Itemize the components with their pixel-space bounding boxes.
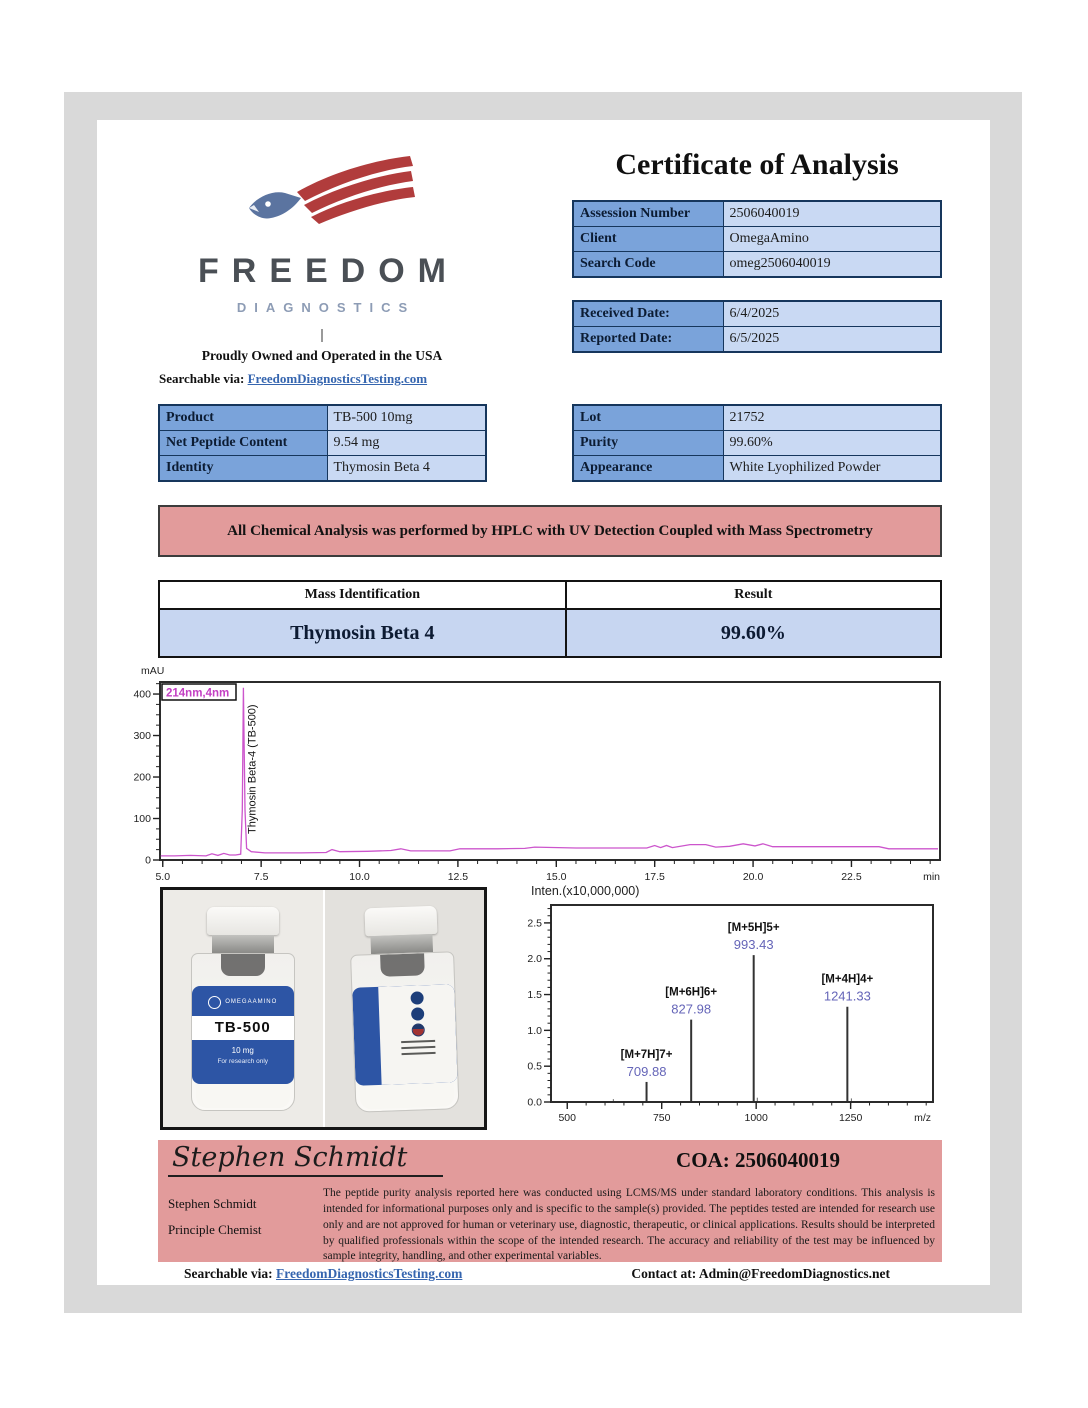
svg-text:1.5: 1.5 [527, 989, 542, 1002]
row-value: 2506040019 [723, 201, 941, 227]
svg-text:750: 750 [652, 1112, 671, 1124]
svg-text:10.0: 10.0 [349, 871, 370, 883]
vial-collar [212, 935, 274, 953]
vial-back-label [352, 984, 457, 1086]
result-header: Result [566, 581, 941, 609]
table-row [573, 456, 941, 482]
svg-text:[M+4H]4+: [M+4H]4+ [821, 973, 874, 986]
row-label: Lot [573, 405, 723, 431]
row-label: Product [159, 405, 327, 431]
certificate-page [97, 120, 990, 1285]
vial-research-note: For research only [217, 1057, 269, 1065]
coa-number: COA: 2506040019 [676, 1148, 840, 1172]
vial-cap [207, 907, 279, 935]
vial-front [190, 907, 296, 1111]
result-value: 99.60% [566, 609, 941, 657]
fine-print-line [401, 1039, 435, 1042]
table-row [573, 431, 941, 456]
signature-block [158, 1140, 942, 1262]
row-value: 99.60% [723, 431, 941, 456]
footer-contact: Contact at: Admin@FreedomDiagnostics.net [631, 1266, 890, 1281]
table-header-row [159, 581, 941, 609]
svg-text:7.5: 7.5 [253, 871, 269, 883]
vial-label-band [192, 1016, 294, 1040]
row-value: 21752 [723, 405, 941, 431]
svg-text:[M+5H]5+: [M+5H]5+ [727, 922, 780, 935]
svg-text:15.0: 15.0 [546, 871, 567, 883]
row-value: Thymosin Beta 4 [327, 456, 486, 482]
svg-text:0.5: 0.5 [527, 1060, 542, 1073]
vial-dose: 10 mg [231, 1045, 254, 1055]
table-row [573, 405, 941, 431]
vial-label [192, 986, 294, 1084]
lot-table [572, 404, 942, 482]
mass-identification-header: Mass Identification [159, 581, 566, 609]
signature-line [168, 1142, 443, 1177]
svg-text:300: 300 [133, 730, 151, 743]
svg-text:Inten.(x10,000,000): Inten.(x10,000,000) [531, 884, 640, 898]
row-label: Identity [159, 456, 327, 482]
fine-print-line [402, 1051, 436, 1054]
vial-photo-back [325, 890, 485, 1127]
svg-text:993.43: 993.43 [733, 937, 774, 953]
svg-text:[M+6H]6+: [M+6H]6+ [665, 986, 718, 999]
table-row [159, 431, 486, 456]
row-value: 9.54 mg [327, 431, 486, 456]
row-value: 6/5/2025 [723, 327, 941, 353]
vial-body [350, 951, 459, 1113]
searchable-label: Searchable via: [159, 371, 245, 386]
row-label: Assession Number [573, 201, 723, 227]
row-label: Client [573, 227, 723, 252]
table-row [573, 301, 941, 327]
chemist-name: Stephen Schmidt [168, 1196, 257, 1211]
label-edge-strip [352, 986, 381, 1085]
seal-icon [411, 1007, 424, 1020]
usa-tagline: Proudly Owned and Operated in the USA [201, 348, 443, 363]
table-row [573, 201, 941, 227]
mass-spectrum [517, 880, 957, 1128]
vial-stopper [380, 953, 425, 977]
logo-block [157, 156, 487, 387]
seal-icon [410, 991, 423, 1004]
usa-flag-seal-icon [411, 1023, 424, 1036]
logo-divider [321, 329, 323, 342]
svg-text:5.0: 5.0 [155, 871, 171, 883]
vial-brand-row [192, 996, 294, 1009]
row-value: TB-500 10mg [327, 405, 486, 431]
brand-name: FREEDOM [198, 252, 459, 290]
vial-collar [371, 933, 434, 953]
vial-back [348, 905, 461, 1113]
svg-text:1241.33: 1241.33 [823, 988, 871, 1004]
header-searchable-line [157, 371, 487, 387]
svg-text:500: 500 [558, 1112, 577, 1124]
table-row [573, 252, 941, 278]
signature-script: Stephen Schmidt [172, 1142, 408, 1173]
svg-text:min: min [923, 871, 940, 883]
row-label: Search Code [573, 252, 723, 278]
searchable-label: Searchable via: [184, 1266, 273, 1281]
row-label: Net Peptide Content [159, 431, 327, 456]
vial-photo-front [163, 890, 323, 1127]
row-value: omeg2506040019 [723, 252, 941, 278]
searchable-link[interactable]: FreedomDiagnosticsTesting.com [247, 371, 428, 386]
brand-subname: DIAGNOSTICS [236, 300, 416, 315]
mass-identification-table [158, 580, 942, 658]
vial-cap [365, 905, 438, 935]
omegaamino-logo-icon [208, 996, 221, 1009]
date-table [572, 300, 942, 353]
svg-text:100: 100 [133, 813, 151, 826]
info-table [572, 200, 942, 278]
svg-text:Thymosin Beta-4 (TB-500): Thymosin Beta-4 (TB-500) [246, 704, 259, 834]
table-row [573, 227, 941, 252]
chemist-title: Principle Chemist [168, 1222, 262, 1237]
label-info-panel [378, 984, 457, 1085]
table-row [159, 405, 486, 431]
row-label: Purity [573, 431, 723, 456]
vial-brand-text: OMEGAAMINO [225, 999, 278, 1005]
svg-text:0: 0 [145, 854, 151, 867]
page-title: Certificate of Analysis [615, 148, 899, 181]
disclaimer-text: The peptide purity analysis reported here was conducted using LCMS/MS under standard laboratory conditions. This analysis is intended for informational purposes only and is specific to the sample(s) provided. The peptides tested are intended for research use only and are not approved for human or veterinary use, diagnostic, therapeutic, or clinical applications. Results should be interpreted by qualified professionals within the scope of the intended research. The accuracy and reliability of the test may be influenced by sample integrity, handling, and other experimental variables. [323, 1187, 935, 1263]
eagle-flag-logo-icon [227, 156, 417, 248]
svg-text:2.5: 2.5 [527, 917, 542, 930]
row-label: Reported Date: [573, 327, 723, 353]
svg-text:200: 200 [133, 771, 151, 784]
table-row [159, 609, 941, 657]
row-value: White Lyophilized Powder [723, 456, 941, 482]
svg-text:2.0: 2.0 [527, 953, 542, 966]
method-banner: All Chemical Analysis was performed by HPLC with UV Detection Coupled with Mass Spectrometry [158, 505, 942, 557]
svg-text:1.0: 1.0 [527, 1024, 542, 1037]
page-footer [158, 1266, 942, 1282]
row-label: Appearance [573, 456, 723, 482]
svg-text:709.88: 709.88 [626, 1063, 667, 1079]
svg-text:17.5: 17.5 [644, 871, 665, 883]
svg-text:20.0: 20.0 [742, 871, 764, 883]
svg-text:827.98: 827.98 [671, 1001, 712, 1017]
row-value: 6/4/2025 [723, 301, 941, 327]
svg-text:22.5: 22.5 [841, 871, 862, 883]
svg-text:m/z: m/z [914, 1112, 931, 1124]
row-label: Received Date: [573, 301, 723, 327]
product-table [158, 404, 487, 482]
hplc-chromatogram [117, 662, 947, 892]
fine-print-line [402, 1045, 436, 1048]
table-row [573, 327, 941, 353]
vial-body [191, 953, 295, 1111]
svg-text:mAU: mAU [141, 665, 165, 677]
product-photo-panel [160, 887, 487, 1130]
svg-text:0.0: 0.0 [527, 1096, 542, 1109]
svg-text:214nm,4nm: 214nm,4nm [166, 687, 230, 700]
searchable-link[interactable]: FreedomDiagnosticsTesting.com [276, 1266, 463, 1281]
table-row [159, 456, 486, 482]
svg-text:1250: 1250 [838, 1112, 863, 1124]
vial-product-name: TB-500 [214, 1019, 271, 1036]
footer-searchable-line [158, 1266, 462, 1282]
svg-text:[M+7H]7+: [M+7H]7+ [620, 1048, 673, 1061]
vial-stopper [221, 954, 265, 976]
svg-text:400: 400 [133, 688, 151, 701]
svg-text:12.5: 12.5 [447, 871, 469, 883]
svg-text:1000: 1000 [744, 1112, 768, 1124]
mass-identification-value: Thymosin Beta 4 [159, 609, 566, 657]
row-value: OmegaAmino [723, 227, 941, 252]
